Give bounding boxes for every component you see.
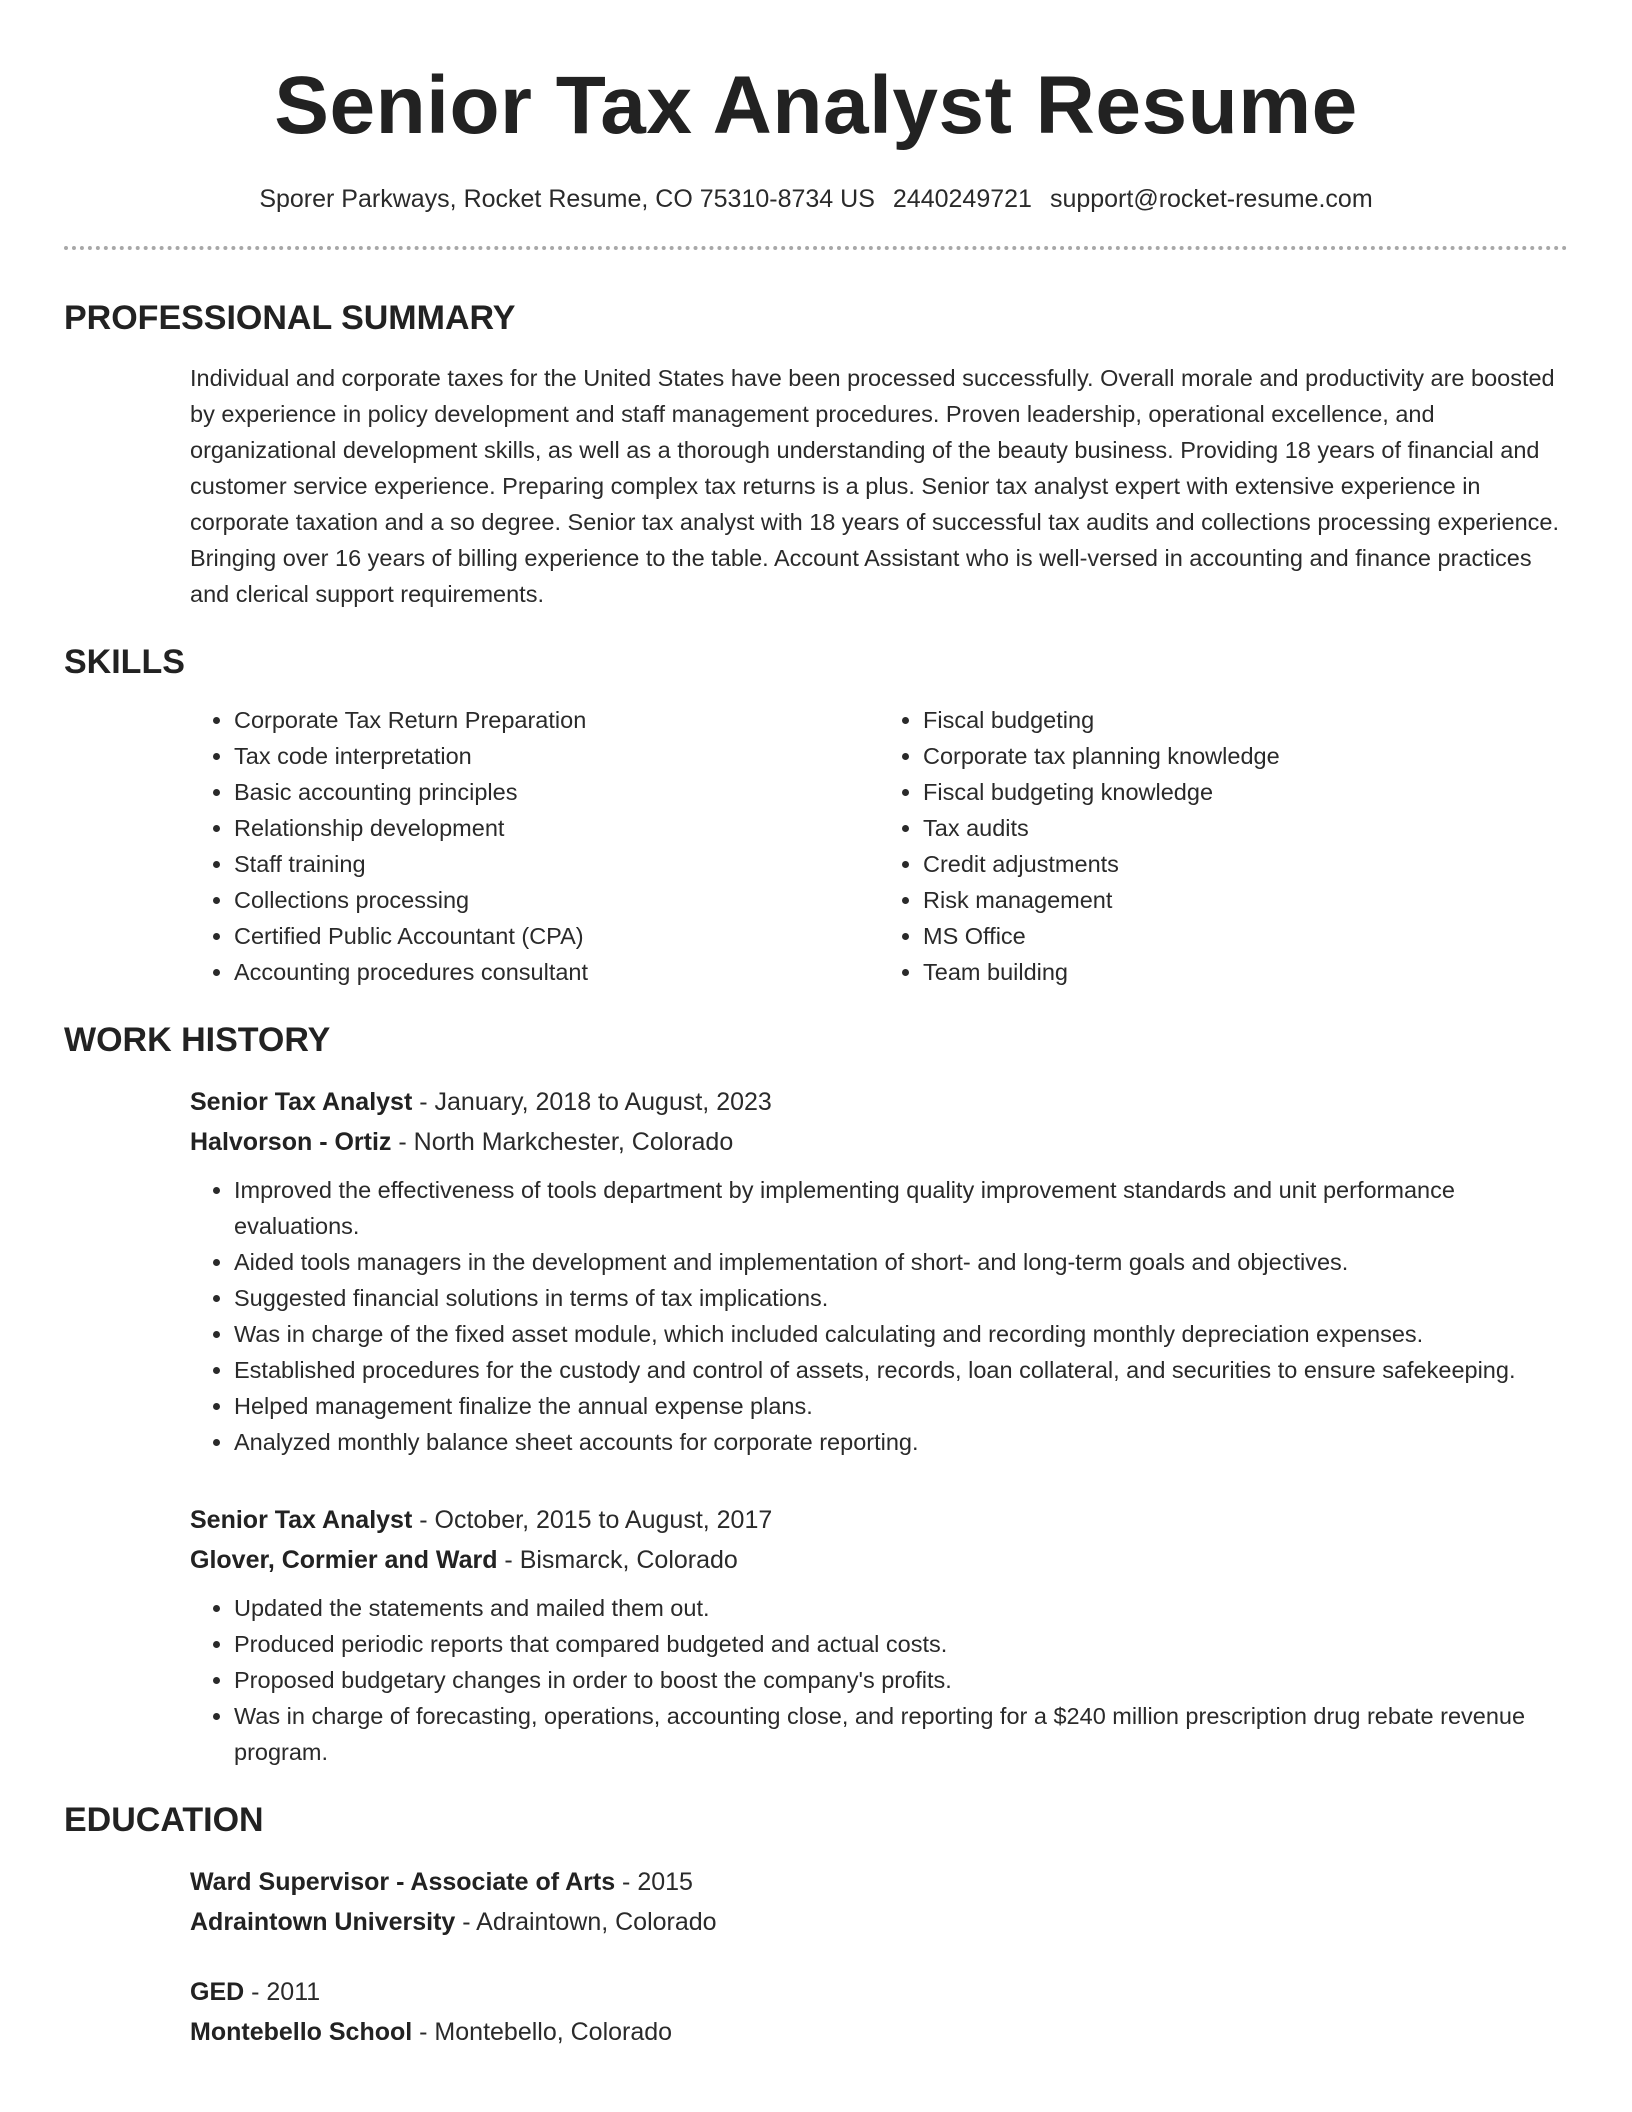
school-name: Adraintown University: [190, 1908, 456, 1936]
work-history-section: [64, 1020, 1568, 1770]
job-duty: • Suggested financial solutions in terms of tax implications.: [234, 1280, 1568, 1316]
skill-item: • Staff training: [234, 846, 879, 882]
summary-text: Individual and corporate taxes for the United States have been processed successfully. Overall morale and productivity are boosted by experience in policy development and staff management procedures. Proven leadership, operational excellence, and organizational development skills, as well as a thorough understanding of the beauty business. Providing 18 years of financial and customer service experience. Preparing complex tax returns is a plus. Senior tax analyst expert with extensive experience in corporate taxation and a so degree. Senior tax analyst with 18 years of successful tax audits and collections processing experience. Bringing over 16 years of billing experience to the table. Account Assistant who is well-versed in accounting and finance practices and clerical support requirements.: [190, 365, 1560, 607]
skill-item: • Corporate Tax Return Preparation: [234, 702, 879, 738]
skill-item: • Team building: [923, 954, 1568, 990]
skill-item: • Basic accounting principles: [234, 774, 879, 810]
skill-item: • Corporate tax planning knowledge: [923, 738, 1568, 774]
contact-address: Sporer Parkways, Rocket Resume, CO 75310-8734 US: [259, 185, 875, 213]
job-location: - North Markchester, Colorado: [391, 1128, 734, 1156]
job-entry: [64, 1500, 1568, 1770]
skill-item: • Relationship development: [234, 810, 879, 846]
skill-item: • Accounting procedures consultant: [234, 954, 879, 990]
school-location: - Adraintown, Colorado: [455, 1908, 717, 1936]
skill-item: • Tax code interpretation: [234, 738, 879, 774]
school-name: Montebello School: [190, 2018, 413, 2046]
header-divider: [64, 246, 1568, 250]
skill-item: • Risk management: [923, 882, 1568, 918]
education-heading: EDUCATION: [64, 1801, 264, 1839]
job-duty: • Proposed budgetary changes in order to boost the company's profits.: [234, 1662, 1568, 1698]
skill-item: • Tax audits: [923, 810, 1568, 846]
job-duty: • Was in charge of the fixed asset module, which included calculating and recording monthly depreciation expenses.: [234, 1316, 1568, 1352]
skills-list: [64, 702, 1568, 990]
education-entry: [64, 1862, 1568, 1942]
skills-heading: SKILLS: [64, 643, 185, 681]
job-title: Senior Tax Analyst: [190, 1506, 413, 1534]
job-duties: [190, 1590, 1568, 1770]
contact-email: support@rocket-resume.com: [1049, 185, 1373, 213]
job-duties: [190, 1172, 1568, 1460]
degree-name: GED: [190, 1978, 245, 2006]
job-location: - Bismarck, Colorado: [497, 1546, 738, 1574]
job-title-line: [190, 1500, 1568, 1540]
job-company-line: [190, 1122, 1568, 1162]
job-title: Senior Tax Analyst: [190, 1088, 413, 1116]
skills-column-right: [879, 702, 1568, 990]
skill-item: • Fiscal budgeting: [923, 702, 1568, 738]
job-duty: • Was in charge of forecasting, operations, accounting close, and reporting for a $240 million prescription drug rebate revenue program.: [234, 1698, 1568, 1770]
skills-section: [64, 642, 1568, 990]
page-title: Senior Tax Analyst Resume: [274, 60, 1358, 151]
skill-item: • Certified Public Accountant (CPA): [234, 918, 879, 954]
degree-line: [190, 1862, 1568, 1902]
degree-line: [190, 1972, 1568, 2012]
job-duty: • Helped management finalize the annual expense plans.: [234, 1388, 1568, 1424]
job-duty: • Established procedures for the custody and control of assets, records, loan collateral, and securities to ensure safekeeping.: [234, 1352, 1568, 1388]
job-duty: • Aided tools managers in the development and implementation of short- and long-term goals and objectives.: [234, 1244, 1568, 1280]
degree-year: - 2011: [244, 1978, 321, 2006]
work-history-heading: WORK HISTORY: [64, 1021, 331, 1059]
job-duty: • Produced periodic reports that compared budgeted and actual costs.: [234, 1626, 1568, 1662]
skill-item: • Fiscal budgeting knowledge: [923, 774, 1568, 810]
skill-item: • MS Office: [923, 918, 1568, 954]
job-company: Halvorson - Ortiz: [190, 1128, 392, 1156]
school-location: - Montebello, Colorado: [412, 2018, 673, 2046]
degree-year: - 2015: [615, 1868, 693, 1896]
job-company: Glover, Cormier and Ward: [190, 1546, 498, 1574]
summary-heading: PROFESSIONAL SUMMARY: [64, 299, 516, 337]
school-line: [190, 2012, 1568, 2052]
school-line: [190, 1902, 1568, 1942]
skill-item: • Collections processing: [234, 882, 879, 918]
job-dates: - October, 2015 to August, 2017: [412, 1506, 773, 1534]
job-duty: • Improved the effectiveness of tools department by implementing quality improvement standards and unit performance evaluations.: [234, 1172, 1568, 1244]
job-dates: - January, 2018 to August, 2023: [412, 1088, 772, 1116]
skill-item: • Credit adjustments: [923, 846, 1568, 882]
degree-name: Ward Supervisor - Associate of Arts: [190, 1868, 616, 1896]
contact-phone: 2440249721: [892, 185, 1032, 213]
job-company-line: [190, 1540, 1568, 1580]
job-duty: • Updated the statements and mailed them out.: [234, 1590, 1568, 1626]
contact-line: [64, 182, 1568, 216]
summary-section: [64, 298, 1568, 612]
job-title-line: [190, 1082, 1568, 1122]
skills-column-left: [190, 702, 879, 990]
job-entry: [64, 1082, 1568, 1460]
job-duty: • Analyzed monthly balance sheet accounts for corporate reporting.: [234, 1424, 1568, 1460]
education-section: [64, 1800, 1568, 2052]
education-entry: [64, 1972, 1568, 2052]
